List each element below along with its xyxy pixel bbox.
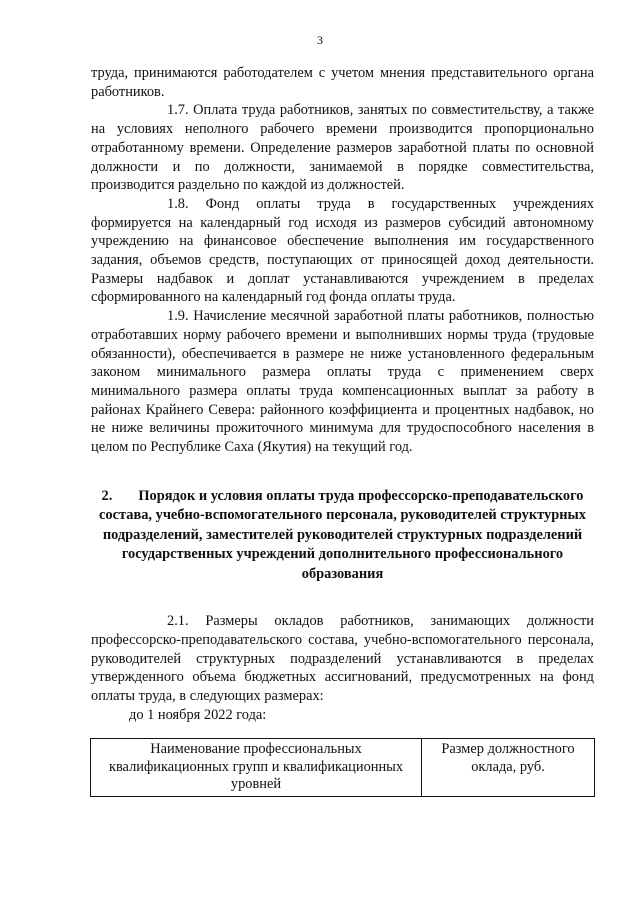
table-header-salary: Размер должностного оклада, руб. bbox=[422, 739, 595, 797]
date-line: до 1 ноября 2022 года: bbox=[129, 706, 267, 723]
intro-paragraph: труда, принимаются работодателем с учетом мнения представительного органа работников. bbox=[91, 65, 594, 100]
paragraph-text: Оплата труда работников, занятых по совместительству, а также на условиях неполного рабочего времени производится пропорционально отработанному времени. Определение размеров заработной платы по основной должности и по должности, занимаемой в порядке совместительства, производится раздельно по каждой из должностей. bbox=[91, 102, 594, 194]
paragraph-number: 2.1. bbox=[167, 613, 189, 630]
paragraph-1-9 bbox=[91, 307, 594, 457]
paragraph-number: 1.9. bbox=[167, 308, 189, 325]
paragraph-text: Начисление месячной заработной платы работников, полностью отработавших норму рабочего времени и выполнивших нормы труда (трудовые обязанности), обеспечивается в размере не ниже установленного федеральным законом минимального размера оплаты труда с применением сверх минимального размера оплаты труда компенсационных выплат за работу в районах Крайнего Севера: районного коэффициента и процентных надбавок, но не ниже величины прожиточного минимума для трудоспособного населения в целом по Республике Саха (Якутия) на текущий год. bbox=[91, 308, 594, 456]
section-heading bbox=[91, 487, 594, 585]
paragraph-number: 1.7. bbox=[167, 102, 189, 119]
paragraph-1-7 bbox=[91, 101, 594, 195]
section-title: Порядок и условия оплаты труда профессорско-преподавательского состава, учебно-вспомогательного персонала, руководителей структурных подразделений, заместителей руководителей структурных подразделений государственных учреждений дополнительного профессионального образования bbox=[99, 487, 586, 582]
paragraph-text: Фонд оплаты труда в государственных учреждениях формируется на календарный год исходя из размеров субсидий автономному учреждению на финансовое обеспечение выполнения им государственного задания, объемов средств, поступающих от приносящей доход деятельности. Размеры надбавок и доплат устанавливаются учреждением в пределах сформированного на календарный год фонда оплаты труда. bbox=[91, 195, 594, 306]
table-header-row bbox=[91, 739, 595, 797]
salary-table bbox=[90, 738, 595, 797]
page-number: 3 bbox=[317, 33, 323, 47]
paragraph-text: Размеры окладов работников, занимающих должности профессорско-преподавательского состава, учебно-вспомогательного персонала, руководителей структурных подразделений устанавливаются в пределах утвержденного объема бюджетных ассигнований, предусмотренных на фонд оплаты труда, в следующих размерах: bbox=[91, 613, 594, 705]
paragraph-number: 1.8. bbox=[167, 195, 189, 212]
paragraph-1-8 bbox=[91, 195, 594, 307]
paragraph-2-1 bbox=[91, 612, 594, 706]
document-body bbox=[91, 64, 594, 724]
table-header-qualification-groups: Наименование профессиональных квалификационных групп и квалификационных уровней bbox=[91, 739, 422, 797]
section-number: 2. bbox=[101, 487, 113, 504]
